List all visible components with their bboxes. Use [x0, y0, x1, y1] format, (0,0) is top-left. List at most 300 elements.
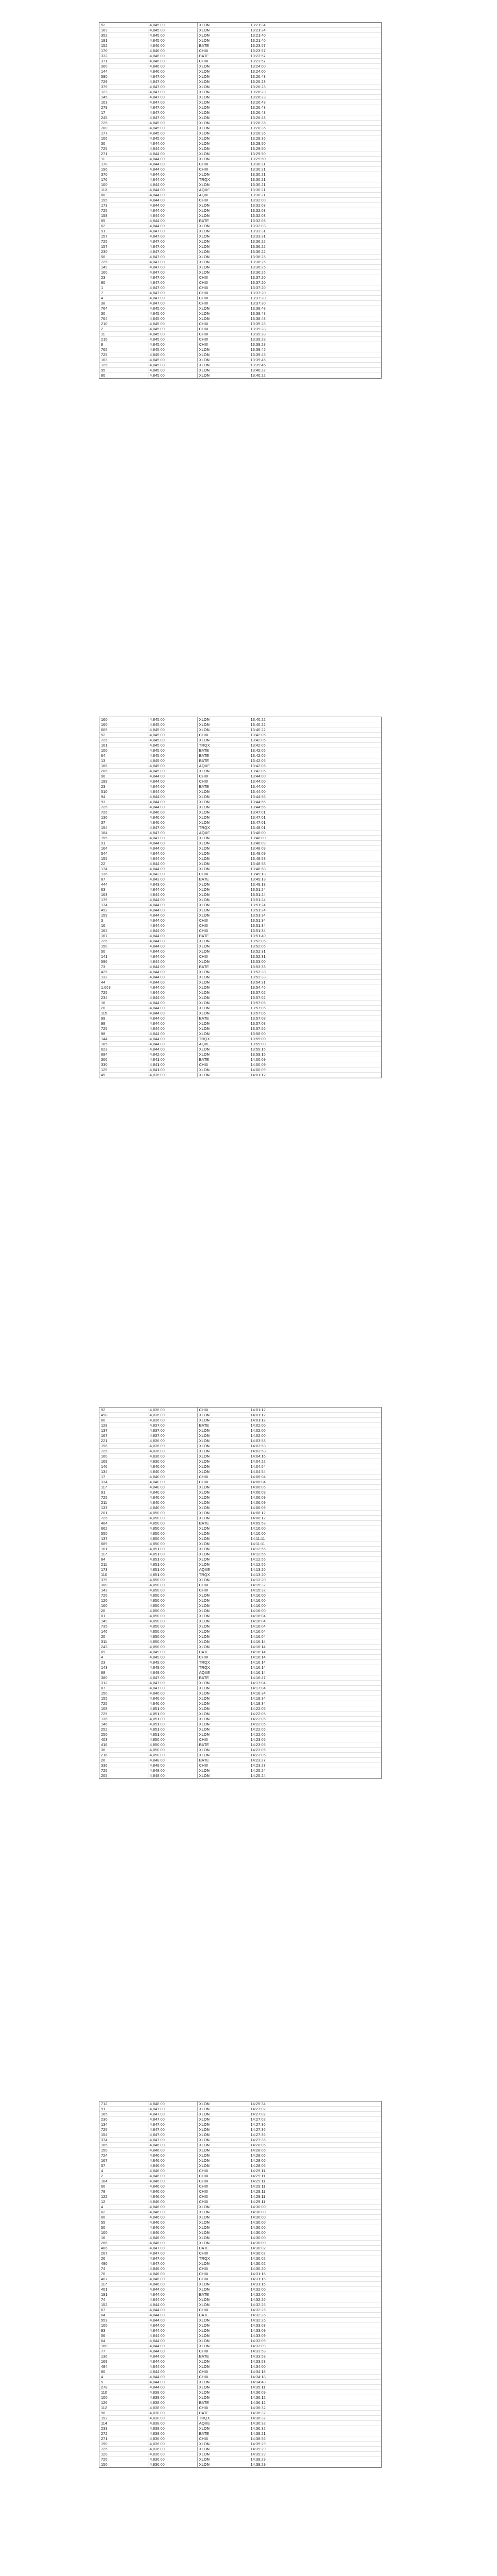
table-row [99, 1475, 381, 1480]
venue-cell: XLON [197, 820, 249, 825]
time-cell: 14:22:05 [249, 1722, 381, 1727]
table-row [99, 1706, 381, 1711]
price-cell: 4,850.00 [148, 1634, 197, 1639]
price-cell: 4,844.00 [148, 949, 197, 954]
price-cell: 4,838.00 [148, 2400, 197, 2405]
price-cell: 4,851.00 [148, 1557, 197, 1562]
price-cell: 4,836.00 [148, 1418, 197, 1423]
price-cell: 4,841.00 [148, 1062, 197, 1067]
venue-cell: XLON [197, 1500, 249, 1505]
volume-cell: 243 [99, 1645, 148, 1650]
volume-cell: 764 [99, 306, 148, 311]
price-cell: 4,845.00 [148, 121, 197, 126]
table-row [99, 2179, 381, 2184]
table-row [99, 2400, 381, 2405]
time-cell: 13:54:46 [249, 985, 381, 990]
volume-cell: 20 [99, 1608, 148, 1614]
time-cell: 14:39:29 [249, 2457, 381, 2462]
price-cell: 4,844.00 [148, 970, 197, 975]
volume-cell: 725 [99, 1516, 148, 1521]
price-cell: 4,844.00 [148, 1011, 197, 1016]
venue-cell: XLON [197, 913, 249, 918]
time-cell: 14:15:32 [249, 1583, 381, 1588]
price-cell: 4,837.00 [148, 1428, 197, 1433]
price-cell: 4,849.00 [148, 1665, 197, 1670]
time-cell: 13:26:23 [249, 95, 381, 100]
time-cell: 13:29:50 [249, 146, 381, 151]
price-cell: 4,847.00 [148, 95, 197, 100]
venue-cell: CHIX [197, 2174, 249, 2179]
price-cell: 4,844.00 [148, 774, 197, 779]
price-cell: 4,840.00 [148, 1469, 197, 1475]
time-cell: 14:30:00 [249, 2241, 381, 2246]
venue-cell: BATE [197, 784, 249, 789]
volume-cell: 152 [99, 2302, 148, 2308]
volume-cell: 207 [99, 2251, 148, 2256]
price-cell: 4,844.00 [148, 141, 197, 146]
table-row [99, 1588, 381, 1593]
table-row [99, 897, 381, 903]
table-row [99, 2184, 381, 2189]
table-row [99, 33, 381, 38]
table-row [99, 2323, 381, 2328]
time-cell: 14:16:14 [249, 1670, 381, 1675]
price-cell: 4,845.00 [148, 306, 197, 311]
venue-cell: XLON [197, 1444, 249, 1449]
price-cell: 4,844.00 [148, 995, 197, 1001]
price-cell: 4,836.00 [148, 1408, 197, 1413]
volume-cell: 137 [99, 1536, 148, 1541]
venue-cell: XLON [197, 363, 249, 368]
venue-cell: XLON [197, 1593, 249, 1598]
venue-cell: XLON [197, 2235, 249, 2241]
table-row [99, 110, 381, 115]
venue-cell: CHIX [197, 2277, 249, 2282]
volume-cell: 371 [99, 59, 148, 64]
time-cell: 14:36:32 [249, 2411, 381, 2416]
price-cell: 4,847.00 [148, 2261, 197, 2266]
table-row [99, 162, 381, 167]
table-row [99, 316, 381, 321]
table-row [99, 1624, 381, 1629]
table-row [99, 337, 381, 342]
price-cell: 4,844.00 [148, 1021, 197, 1026]
volume-cell: 126 [99, 2400, 148, 2405]
time-cell: 13:39:28 [249, 327, 381, 332]
venue-cell: XLON [197, 1073, 249, 1078]
table-row [99, 2369, 381, 2375]
table-row [99, 373, 381, 378]
venue-cell: CHIX [197, 332, 249, 337]
venue-cell: CHIX [197, 167, 249, 172]
volume-cell: 90 [99, 2411, 148, 2416]
volume-cell: 167 [99, 2158, 148, 2163]
volume-cell: 725 [99, 260, 148, 265]
table-row [99, 84, 381, 90]
time-cell: 13:51:34 [249, 913, 381, 918]
price-cell: 4,849.00 [148, 1650, 197, 1655]
venue-cell: XLON [197, 1711, 249, 1717]
price-cell: 4,844.00 [148, 2349, 197, 2354]
price-cell: 4,844.00 [148, 2364, 197, 2369]
volume-cell: 78 [99, 2189, 148, 2194]
time-cell: 13:57:02 [249, 990, 381, 995]
table-row [99, 321, 381, 327]
time-cell: 13:30:21 [249, 162, 381, 167]
time-cell: 14:23:27 [249, 1758, 381, 1763]
table-row [99, 810, 381, 815]
volume-cell: 98 [99, 1021, 148, 1026]
volume-cell: 120 [99, 2452, 148, 2457]
price-cell: 4,836.00 [148, 1413, 197, 1418]
venue-cell: XLON [197, 794, 249, 800]
table-row [99, 79, 381, 84]
time-cell: 13:26:23 [249, 79, 381, 84]
time-cell: 14:23:05 [249, 1748, 381, 1753]
table-row [99, 177, 381, 182]
volume-cell: 178 [99, 162, 148, 167]
venue-cell: CHIX [197, 48, 249, 54]
time-cell: 13:52:06 [249, 939, 381, 944]
volume-cell: 99 [99, 1016, 148, 1021]
volume-cell: 60 [99, 2184, 148, 2189]
volume-cell: 662 [99, 1526, 148, 1531]
time-cell: 13:39:45 [249, 358, 381, 363]
price-cell: 4,844.00 [148, 177, 197, 182]
volume-cell: 7 [99, 291, 148, 296]
volume-cell: 174 [99, 903, 148, 908]
venue-cell: XLON [197, 1505, 249, 1511]
price-cell: 4,844.00 [148, 157, 197, 162]
price-cell: 4,840.00 [148, 1490, 197, 1495]
table-row [99, 1748, 381, 1753]
price-cell: 4,846.00 [148, 810, 197, 815]
price-cell: 4,838.00 [148, 2416, 197, 2421]
venue-cell: XLON [197, 1469, 249, 1475]
table-row [99, 1526, 381, 1531]
price-cell: 4,847.00 [148, 2246, 197, 2251]
volume-cell: 174 [99, 867, 148, 872]
venue-cell: XLON [197, 2318, 249, 2323]
table-row [99, 2318, 381, 2323]
time-cell: 13:26:43 [249, 110, 381, 115]
price-cell: 4,847.00 [148, 265, 197, 270]
price-cell: 4,844.00 [148, 990, 197, 995]
time-cell: 13:42:05 [249, 753, 381, 758]
time-cell: 14:27:02 [249, 2117, 381, 2122]
price-cell: 4,838.00 [148, 2421, 197, 2426]
volume-cell: 165 [99, 2112, 148, 2117]
venue-cell: TRQX [197, 2256, 249, 2261]
time-cell: 14:16:00 [249, 1598, 381, 1603]
venue-cell: XLON [197, 867, 249, 872]
time-cell: 14:16:00 [249, 1608, 381, 1614]
price-cell: 4,847.00 [148, 301, 197, 306]
time-cell: 14:08:12 [249, 1516, 381, 1521]
time-cell: 13:36:25 [249, 255, 381, 260]
venue-cell: BATE [197, 1521, 249, 1526]
table-row [99, 1480, 381, 1485]
table-row [99, 213, 381, 218]
time-cell: 14:10:00 [249, 1531, 381, 1536]
price-cell: 4,836.00 [148, 1438, 197, 1444]
price-cell: 4,847.00 [148, 2127, 197, 2132]
volume-cell: 155 [99, 836, 148, 841]
volume-cell: 160 [99, 2344, 148, 2349]
price-cell: 4,844.00 [148, 2375, 197, 2380]
time-cell: 13:48:58 [249, 856, 381, 861]
table-row [99, 867, 381, 872]
venue-cell: XLON [197, 115, 249, 121]
venue-cell: XLON [197, 1562, 249, 1567]
time-cell: 13:23:57 [249, 59, 381, 64]
volume-cell: 11 [99, 157, 148, 162]
price-cell: 4,845.00 [148, 769, 197, 774]
time-cell: 14:16:14 [249, 1665, 381, 1670]
time-cell: 14:33:53 [249, 2349, 381, 2354]
volume-cell: 185 [99, 1042, 148, 1047]
table-row [99, 1660, 381, 1665]
price-cell: 4,846.00 [148, 815, 197, 820]
table-row [99, 831, 381, 836]
venue-cell: XLON [197, 861, 249, 867]
price-cell: 4,844.00 [148, 203, 197, 208]
volume-cell: 68 [99, 1670, 148, 1675]
venue-cell: XLON [197, 2395, 249, 2400]
table-row [99, 887, 381, 892]
time-cell: 14:16:04 [249, 1614, 381, 1619]
time-cell: 14:25:24 [249, 1768, 381, 1773]
volume-cell: 154 [99, 2132, 148, 2138]
venue-cell: XLON [197, 1021, 249, 1026]
price-cell: 4,850.00 [148, 1603, 197, 1608]
table-row [99, 1650, 381, 1655]
time-cell: 13:38:48 [249, 316, 381, 321]
venue-cell: XLON [197, 2241, 249, 2246]
price-cell: 4,845.00 [148, 368, 197, 373]
volume-cell: 163 [99, 358, 148, 363]
price-cell: 4,844.00 [148, 2323, 197, 2328]
volume-cell: 52 [99, 733, 148, 738]
table-row [99, 2272, 381, 2277]
price-cell: 4,844.00 [148, 2359, 197, 2364]
table-row [99, 2338, 381, 2344]
price-cell: 4,844.00 [148, 172, 197, 177]
time-cell: 14:33:03 [249, 2323, 381, 2328]
venue-cell: XLON [197, 995, 249, 1001]
venue-cell: XLON [197, 74, 249, 79]
price-cell: 4,845.00 [148, 136, 197, 141]
time-cell: 13:23:57 [249, 48, 381, 54]
venue-cell: BATE [197, 934, 249, 939]
price-cell: 4,844.00 [148, 954, 197, 959]
table-row [99, 136, 381, 141]
price-cell: 4,844.00 [148, 887, 197, 892]
price-cell: 4,851.00 [148, 1711, 197, 1717]
time-cell: 13:59:15 [249, 1052, 381, 1057]
volume-cell: 141 [99, 954, 148, 959]
volume-cell: 199 [99, 779, 148, 784]
time-cell: 14:16:04 [249, 1619, 381, 1624]
table-row [99, 2308, 381, 2313]
table-row [99, 347, 381, 352]
venue-cell: XLON [197, 949, 249, 954]
venue-cell: BATE [197, 1758, 249, 1763]
time-cell: 13:28:35 [249, 131, 381, 136]
venue-cell: CHIX [197, 1062, 249, 1067]
price-cell: 4,846.00 [148, 2184, 197, 2189]
time-cell: 14:23:05 [249, 1753, 381, 1758]
table-row [99, 203, 381, 208]
time-cell: 13:32:03 [249, 203, 381, 208]
time-cell: 13:26:43 [249, 74, 381, 79]
price-cell: 4,846.00 [148, 48, 197, 54]
venue-cell: BATE [197, 1742, 249, 1748]
table-row [99, 990, 381, 995]
time-cell: 13:57:06 [249, 1006, 381, 1011]
price-cell: 4,845.00 [148, 28, 197, 33]
time-cell: 13:30:21 [249, 172, 381, 177]
time-cell: 14:31:16 [249, 2272, 381, 2277]
volume-cell: 725 [99, 939, 148, 944]
price-cell: 4,836.00 [148, 2442, 197, 2447]
venue-cell: XLON [197, 2344, 249, 2349]
price-cell: 4,845.00 [148, 758, 197, 764]
venue-cell: XLON [197, 1001, 249, 1006]
time-cell: 14:34:00 [249, 2364, 381, 2369]
venue-cell: XLON [197, 157, 249, 162]
volume-cell: 163 [99, 892, 148, 897]
venue-cell: XLON [197, 28, 249, 33]
volume-cell: 266 [99, 2241, 148, 2246]
volume-cell: 725 [99, 1593, 148, 1598]
venue-cell: TRQX [197, 1037, 249, 1042]
time-cell: 14:03:53 [249, 1449, 381, 1454]
venue-cell: XLON [197, 887, 249, 892]
volume-cell: 765 [99, 347, 148, 352]
volume-cell: 729 [99, 79, 148, 84]
venue-cell: CHIX [197, 779, 249, 784]
price-cell: 4,846.00 [148, 2241, 197, 2246]
price-cell: 4,847.00 [148, 285, 197, 291]
time-cell: 13:30:21 [249, 177, 381, 182]
table-row [99, 1562, 381, 1567]
table-row [99, 126, 381, 131]
time-cell: 14:00:09 [249, 1067, 381, 1073]
time-cell: 14:06:04 [249, 1480, 381, 1485]
time-cell: 14:23:27 [249, 1763, 381, 1768]
table-row [99, 1681, 381, 1686]
table-row [99, 1062, 381, 1067]
table-row [99, 2447, 381, 2452]
venue-cell: BATE [197, 2246, 249, 2251]
venue-cell: XLON [197, 1433, 249, 1438]
venue-cell: XLON [197, 172, 249, 177]
price-cell: 4,846.00 [148, 2277, 197, 2282]
venue-cell: XLON [197, 121, 249, 126]
table-row [99, 784, 381, 789]
table-row [99, 1614, 381, 1619]
volume-cell: 596 [99, 959, 148, 964]
venue-cell: XLON [197, 306, 249, 311]
table-row [99, 769, 381, 774]
venue-cell: XLON [197, 2102, 249, 2107]
table-row [99, 1006, 381, 1011]
venue-cell: CHIX [197, 321, 249, 327]
time-cell: 14:04:54 [249, 1464, 381, 1469]
price-cell: 4,844.00 [148, 964, 197, 970]
table-row [99, 1552, 381, 1557]
price-cell: 4,844.00 [148, 2297, 197, 2302]
table-row [99, 743, 381, 748]
volume-cell: 122 [99, 2194, 148, 2199]
table-row [99, 959, 381, 964]
price-cell: 4,844.00 [148, 1026, 197, 1031]
venue-cell: XLON [197, 939, 249, 944]
volume-cell: 60 [99, 2215, 148, 2220]
venue-cell: XLON [197, 2364, 249, 2369]
time-cell: 14:06:09 [249, 1490, 381, 1495]
price-cell: 4,840.00 [148, 1505, 197, 1511]
time-cell: 13:44:00 [249, 789, 381, 794]
table-row [99, 1691, 381, 1696]
table-row [99, 748, 381, 753]
volume-cell: 379 [99, 84, 148, 90]
table-row [99, 2143, 381, 2148]
venue-cell: XLON [197, 1485, 249, 1490]
venue-cell: XLON [197, 229, 249, 234]
time-cell: 13:44:00 [249, 784, 381, 789]
volume-cell: 132 [99, 975, 148, 980]
volume-cell: 113 [99, 188, 148, 193]
price-cell: 4,850.00 [148, 1639, 197, 1645]
venue-cell: XLON [197, 141, 249, 146]
time-cell: 14:01:12 [249, 1408, 381, 1413]
venue-cell: BATE [197, 2400, 249, 2405]
volume-cell: 110 [99, 1572, 148, 1578]
time-cell: 13:51:24 [249, 892, 381, 897]
table-row [99, 2333, 381, 2338]
time-cell: 14:23:05 [249, 1737, 381, 1742]
time-cell: 14:04:54 [249, 1469, 381, 1475]
price-cell: 4,845.00 [148, 358, 197, 363]
price-cell: 4,846.00 [148, 2225, 197, 2230]
price-cell: 4,851.00 [148, 1717, 197, 1722]
venue-cell: XLON [197, 373, 249, 378]
volume-cell: 725 [99, 1449, 148, 1454]
venue-cell: XLON [197, 2117, 249, 2122]
price-cell: 4,844.00 [148, 856, 197, 861]
volume-cell: 205 [99, 1773, 148, 1778]
price-cell: 4,847.00 [148, 275, 197, 280]
venue-cell: XLON [197, 2338, 249, 2344]
price-cell: 4,844.00 [148, 975, 197, 980]
volume-cell: 144 [99, 69, 148, 74]
price-cell: 4,844.00 [148, 218, 197, 224]
time-cell: 13:52:31 [249, 954, 381, 959]
table-row [99, 1557, 381, 1562]
time-cell: 14:31:16 [249, 2277, 381, 2282]
time-cell: 13:30:21 [249, 182, 381, 188]
venue-cell: CHIX [197, 2168, 249, 2174]
venue-cell: BATE [197, 1675, 249, 1681]
table-row [99, 1608, 381, 1614]
time-cell: 13:49:13 [249, 882, 381, 887]
table-row [99, 1541, 381, 1547]
time-cell: 13:39:45 [249, 347, 381, 352]
venue-cell: CHIX [197, 1408, 249, 1413]
table-row [99, 90, 381, 95]
